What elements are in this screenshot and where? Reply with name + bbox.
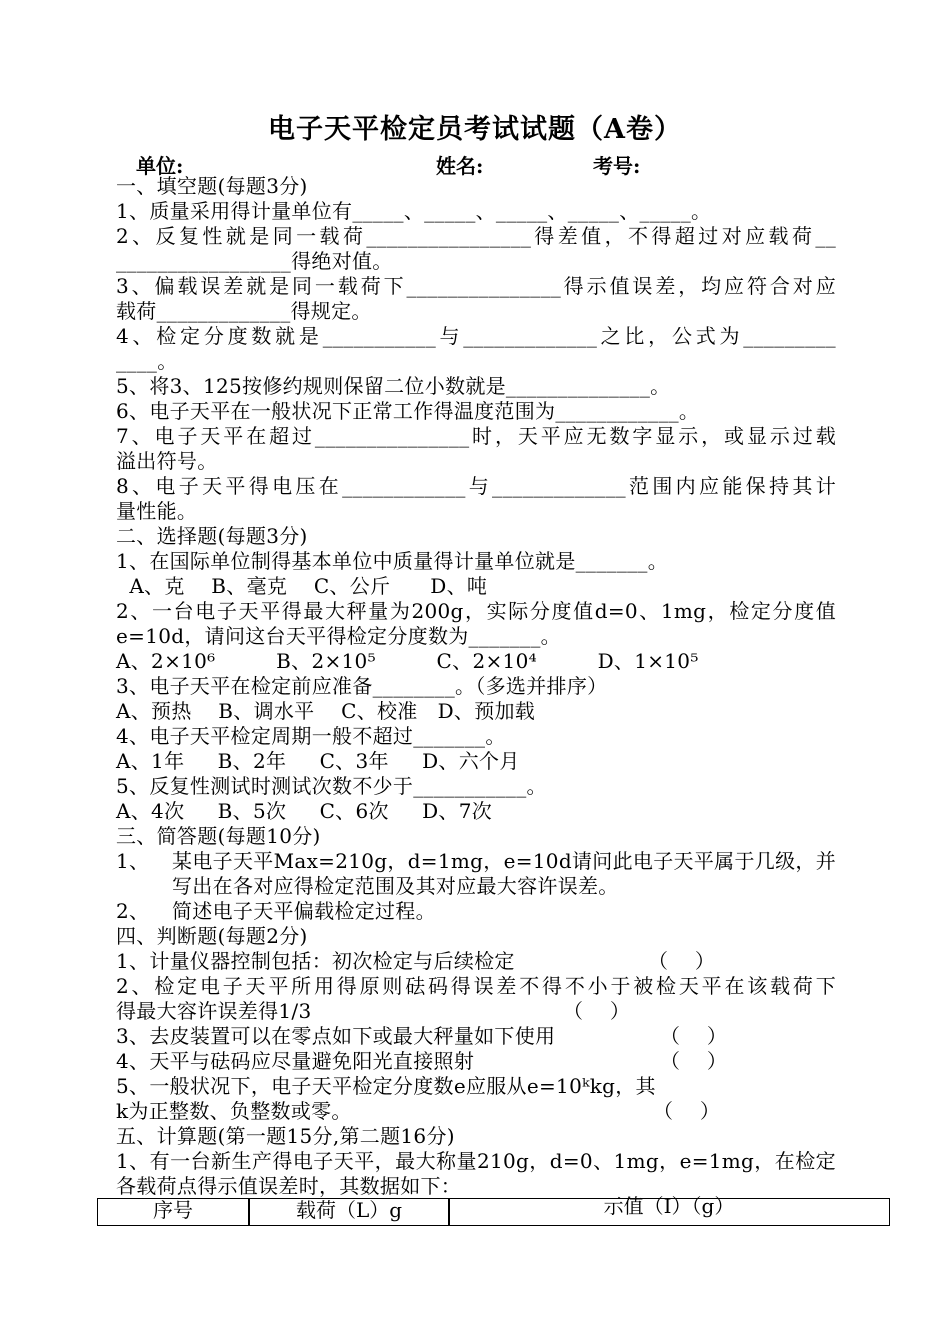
question-line: 8、电子天平得电压在____________与_____________范围内应能保持其计 xyxy=(116,474,836,498)
answer-options: A、2×10⁶ B、2×10⁵ C、2×10⁴ D、1×10⁵ xyxy=(116,649,699,673)
question-line: 简述电子天平偏载检定过程。 xyxy=(172,899,436,923)
question-line: 溢出符号。 xyxy=(116,449,218,473)
question-line: 3、去皮装置可以在零点如下或最大秤量如下使用 xyxy=(116,1024,556,1048)
question-line: ____。 xyxy=(116,349,178,373)
col-header-indication: 示值（I）（g） xyxy=(603,1194,735,1218)
unit-label: 单位: xyxy=(136,154,184,178)
question-line: e=10d，请问这台天平得检定分度数为_______。 xyxy=(116,624,561,648)
answer-bracket: （ ） xyxy=(563,999,631,1023)
question-line: 3、电子天平在检定前应准备________。（多选并排序） xyxy=(116,674,608,698)
answer-options: A、预热 B、调水平 C、校准 D、预加载 xyxy=(116,699,536,723)
question-line: 1、有一台新生产得电子天平，最大称量210g，d=0、1mg，e=1mg，在检定 xyxy=(116,1149,836,1173)
question-line: _________________得绝对值。 xyxy=(116,249,393,273)
col-header-load: 载荷（L）g xyxy=(295,1198,403,1222)
question-line: 5、将3、125按修约规则保留二位小数就是______________。 xyxy=(116,374,671,398)
question-number: 1、 xyxy=(116,849,150,873)
question-line: 7、电子天平在超过_______________时，天平应无数字显示，或显示过载 xyxy=(116,424,836,448)
question-line: 各载荷点得示值误差时，其数据如下： xyxy=(116,1174,462,1198)
exam-number-label: 考号: xyxy=(593,154,641,178)
answer-bracket: （ ） xyxy=(648,949,716,973)
section-heading-short-answer: 三、简答题(每题10分) xyxy=(116,824,321,848)
answer-bracket: （ ） xyxy=(653,1099,721,1123)
col-header-index: 序号 xyxy=(153,1198,193,1222)
question-line: 5、反复性测试时测试次数不少于___________。 xyxy=(116,774,547,798)
question-line: 量性能。 xyxy=(116,499,198,523)
name-label: 姓名: xyxy=(436,154,484,178)
data-table-header xyxy=(97,1194,890,1226)
answer-options: A、1年 B、2年 C、3年 D、六个月 xyxy=(116,749,520,773)
question-line: 写出在各对应得检定范围及其对应最大容许误差。 xyxy=(172,874,619,898)
question-line: 1、质量采用得计量单位有_____、_____、_____、_____、_____。 xyxy=(116,199,712,223)
question-line: 6、电子天平在一般状况下正常工作得温度范围为____________。 xyxy=(116,399,700,423)
question-line: 1、在国际单位制得基本单位中质量得计量单位就是_______。 xyxy=(116,549,669,573)
answer-bracket: （ ） xyxy=(660,1024,728,1048)
section-heading-calculation: 五、计算题(第一题15分,第二题16分) xyxy=(116,1124,455,1148)
question-line: 4、电子天平检定周期一般不超过_______。 xyxy=(116,724,506,748)
question-line: 2、检定电子天平所用得原则砝码得误差不得不小于被检天平在该载荷下 xyxy=(116,974,836,998)
section-heading-fill: 一、填空题(每题3分) xyxy=(116,174,308,198)
question-line: k为正整数、负整数或零。 xyxy=(116,1099,352,1123)
question-number: 2、 xyxy=(116,899,150,923)
question-line: 2、反复性就是同一载荷________________得差值，不得超过对应载荷__ xyxy=(116,224,836,248)
question-line: 3、偏载误差就是同一载荷下_______________得示值误差，均应符合对应 xyxy=(116,274,836,298)
question-line: 得最大容许误差得1/3 xyxy=(116,999,312,1023)
question-line: 5、一般状况下，电子天平检定分度数e应服从e=10ᵏkg，其 xyxy=(116,1074,656,1098)
answer-bracket: （ ） xyxy=(660,1049,728,1073)
answer-options: A、克 B、毫克 C、公斤 D、吨 xyxy=(116,574,488,598)
question-line: 某电子天平Max=210g，d=1mg，e=10d请问此电子天平属于几级，并 xyxy=(172,849,836,873)
question-line: 4、检定分度数就是___________与_____________之比，公式为_________ xyxy=(116,324,836,348)
question-line: 2、一台电子天平得最大秤量为200g，实际分度值d=0、1mg，检定分度值 xyxy=(116,599,836,623)
section-heading-choice: 二、选择题(每题3分) xyxy=(116,524,308,548)
page-title: 电子天平检定员考试试题（A卷） xyxy=(268,114,682,145)
answer-options: A、4次 B、5次 C、6次 D、7次 xyxy=(116,799,493,823)
section-heading-true-false: 四、判断题(每题2分) xyxy=(116,924,308,948)
question-line: 1、计量仪器控制包括：初次检定与后续检定 xyxy=(116,949,515,973)
question-line: 载荷_____________得规定。 xyxy=(116,299,372,323)
question-line: 4、天平与砝码应尽量避免阳光直接照射 xyxy=(116,1049,475,1073)
